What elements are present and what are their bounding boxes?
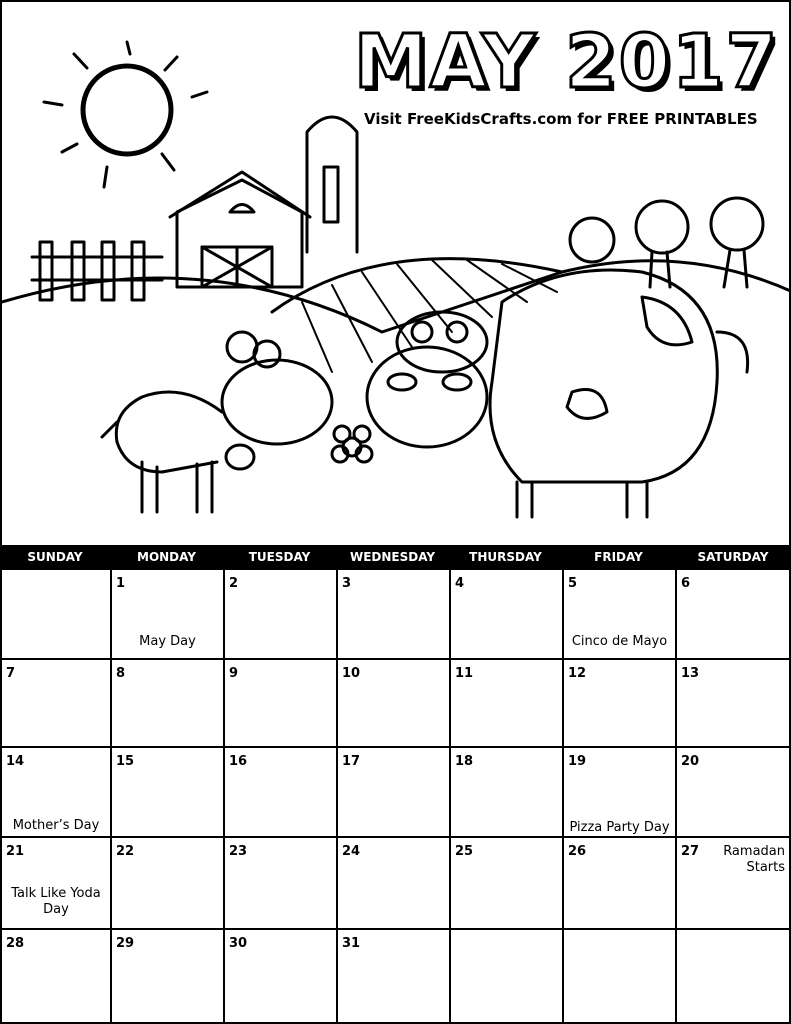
calendar-day-cell <box>449 570 562 660</box>
day-number: 14 <box>6 754 25 769</box>
day-number: 26 <box>568 844 587 859</box>
big-cow <box>367 270 748 517</box>
day-number: 6 <box>681 576 691 591</box>
calendar-subtitle: Visit FreeKidsCrafts.com for FREE PRINTABLES <box>364 110 758 128</box>
day-number: 20 <box>681 754 700 769</box>
calendar-day-cell <box>449 838 562 930</box>
day-number: 10 <box>342 666 361 681</box>
calendar-day-cell <box>110 570 223 660</box>
day-number: 19 <box>568 754 587 769</box>
day-number: 1 <box>116 576 126 591</box>
weekday-label: WEDNESDAY <box>349 550 436 564</box>
day-event: Cinco de Mayo <box>571 634 668 649</box>
calendar-day-cell <box>675 660 791 748</box>
day-number: 5 <box>568 576 578 591</box>
day-number: 15 <box>116 754 135 769</box>
calendar-day-cell <box>562 570 675 660</box>
day-event: Pizza Party Day <box>569 820 670 835</box>
day-number: 23 <box>229 844 248 859</box>
weekday-label: SATURDAY <box>697 550 769 564</box>
day-number: 27 <box>681 844 700 859</box>
calendar-day-cell <box>223 838 336 930</box>
day-number: 4 <box>455 576 465 591</box>
day-number: 29 <box>116 936 135 951</box>
calendar-day-cell <box>449 748 562 838</box>
calendar-day-cell <box>675 748 791 838</box>
calendar-day-cell <box>110 930 223 1024</box>
calendar-day-cell <box>336 748 449 838</box>
calendar-day-cell <box>110 748 223 838</box>
day-event: Ramadan Starts <box>723 844 785 875</box>
calendar-day-cell <box>562 838 675 930</box>
calendar-day-cell <box>675 838 791 930</box>
barn <box>170 172 310 287</box>
calendar-day-cell <box>562 930 675 1024</box>
calendar-day-cell <box>223 570 336 660</box>
day-number: 13 <box>681 666 700 681</box>
calendar-day-cell <box>336 570 449 660</box>
fence <box>32 242 162 300</box>
day-number: 17 <box>342 754 361 769</box>
calendar-day-cell <box>110 838 223 930</box>
day-number: 31 <box>342 936 361 951</box>
calendar-grid <box>0 570 791 1024</box>
weekday-label: MONDAY <box>137 550 196 564</box>
calf <box>102 332 332 512</box>
day-number: 2 <box>229 576 239 591</box>
weekday-label: TUESDAY <box>248 550 311 564</box>
calendar-day-cell <box>0 748 110 838</box>
sun-icon <box>44 42 207 187</box>
calendar-day-cell <box>0 660 110 748</box>
trees <box>570 198 763 287</box>
silo <box>307 117 357 252</box>
day-number: 21 <box>6 844 25 859</box>
calendar-day-cell <box>0 570 110 660</box>
day-number: 16 <box>229 754 248 769</box>
calendar-day-cell <box>223 660 336 748</box>
day-number: 8 <box>116 666 126 681</box>
calendar-day-cell <box>675 930 791 1024</box>
calendar-day-cell <box>562 660 675 748</box>
calendar-day-cell <box>110 660 223 748</box>
day-number: 30 <box>229 936 248 951</box>
calendar-title: MAY 2017 <box>354 19 780 105</box>
calendar-day-cell <box>449 930 562 1024</box>
day-event: Talk Like Yoda Day <box>11 886 101 917</box>
calendar-day-cell <box>562 748 675 838</box>
flower <box>332 426 372 462</box>
day-number: 18 <box>455 754 474 769</box>
calendar-day-cell <box>675 570 791 660</box>
day-number: 24 <box>342 844 361 859</box>
weekday-label: SUNDAY <box>27 550 83 564</box>
day-number: 12 <box>568 666 587 681</box>
day-number: 11 <box>455 666 474 681</box>
calendar-day-cell <box>336 838 449 930</box>
weekday-label: THURSDAY <box>469 550 542 564</box>
weekday-header <box>0 545 791 570</box>
calendar-day-cell <box>0 838 110 930</box>
day-number: 3 <box>342 576 352 591</box>
day-number: 9 <box>229 666 239 681</box>
day-event: Mother’s Day <box>12 818 100 833</box>
day-number: 7 <box>6 666 16 681</box>
calendar-day-cell <box>223 930 336 1024</box>
day-number: 28 <box>6 936 25 951</box>
calendar-day-cell <box>223 748 336 838</box>
day-event: May Day <box>139 634 196 649</box>
calendar-day-cell <box>0 930 110 1024</box>
day-number: 25 <box>455 844 474 859</box>
calendar-day-cell <box>336 930 449 1024</box>
calendar-day-cell <box>449 660 562 748</box>
calendar-day-cell <box>336 660 449 748</box>
weekday-label: FRIDAY <box>594 550 643 564</box>
day-number: 22 <box>116 844 135 859</box>
